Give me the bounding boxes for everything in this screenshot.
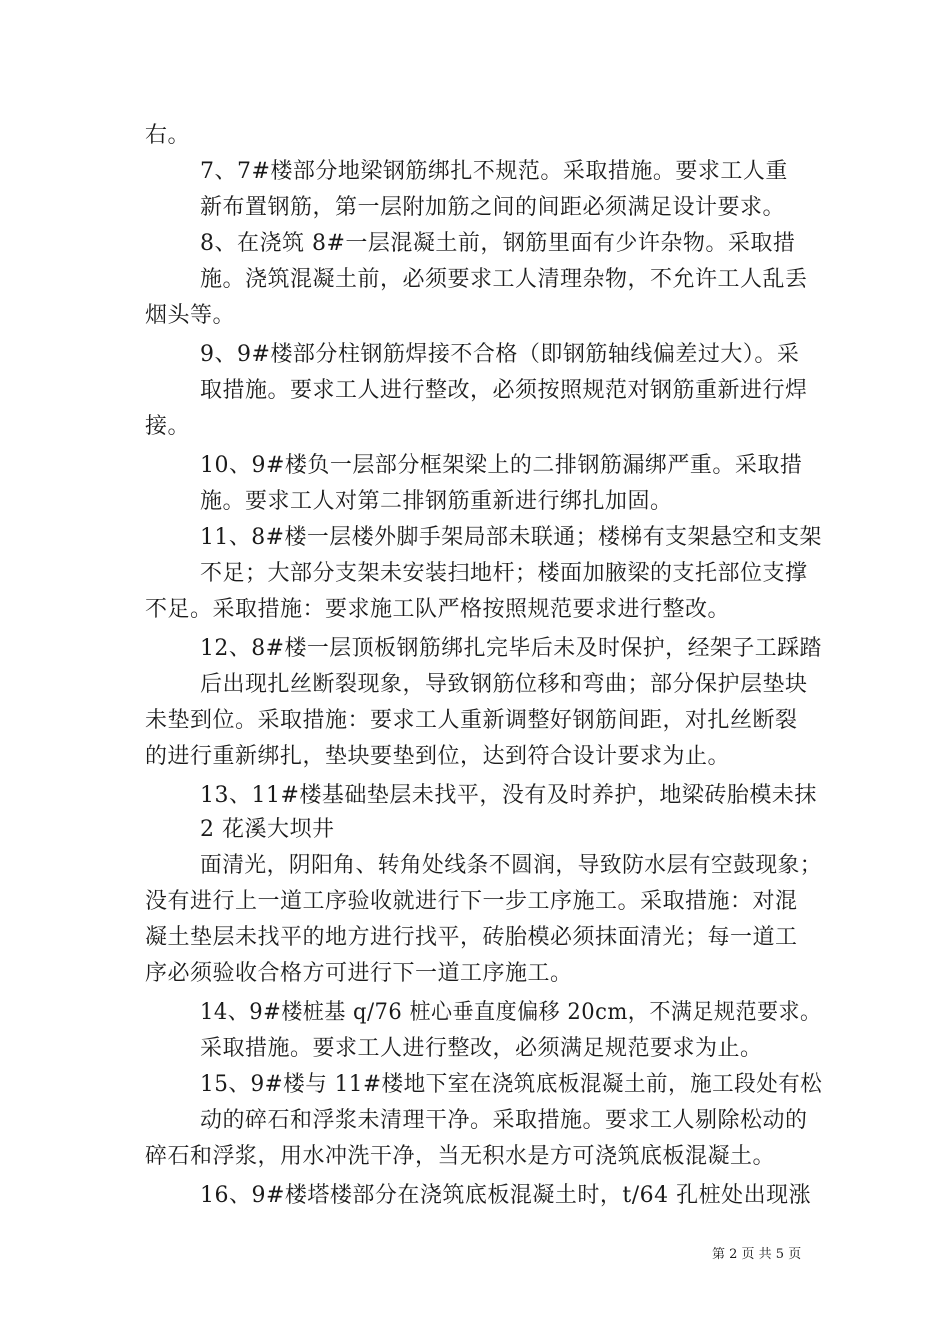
text-line: 凝土垫层未找平的地方进行找平，砖胎模必须抹面清光；每一道工 <box>145 925 798 950</box>
text-line: 后出现扎丝断裂现象，导致钢筋位移和弯曲；部分保护层垫块 <box>200 672 808 697</box>
text-line: 2 花溪大坝井 <box>200 817 335 842</box>
text-line: 13、11#楼基础垫层未找平，没有及时养护，地梁砖胎模未抹 <box>200 783 817 808</box>
text-line: 14、9#楼桩基 q/76 桩心垂直度偏移 20cm，不满足规范要求。 <box>200 1000 822 1025</box>
text-line: 施。要求工人对第二排钢筋重新进行绑扎加固。 <box>200 489 673 514</box>
text-line: 不足。采取措施：要求施工队严格按照规范要求进行整改。 <box>145 597 731 622</box>
text-line: 取措施。要求工人进行整改，必须按照规范对钢筋重新进行焊 <box>200 378 808 403</box>
text-line: 15、9#楼与 11#楼地下室在浇筑底板混凝土前，施工段处有松 <box>200 1072 823 1097</box>
text-line: 12、8#楼一层顶板钢筋绑扎完毕后未及时保护，经架子工踩踏 <box>200 636 822 661</box>
text-line: 10、9#楼负一层部分框架梁上的二排钢筋漏绑严重。采取措 <box>200 453 803 478</box>
text-line: 11、8#楼一层楼外脚手架局部未联通；楼梯有支架悬空和支架 <box>200 525 822 550</box>
text-line: 没有进行上一道工序验收就进行下一步工序施工。采取措施：对混 <box>145 889 798 914</box>
text-line: 施。浇筑混凝土前，必须要求工人清理杂物，不允许工人乱丢 <box>200 267 808 292</box>
text-line: 序必须验收合格方可进行下一道工序施工。 <box>145 961 573 986</box>
text-line: 采取措施。要求工人进行整改，必须满足规范要求为止。 <box>200 1036 763 1061</box>
text-line: 未垫到位。采取措施：要求工人重新调整好钢筋间距，对扎丝断裂 <box>145 708 798 733</box>
text-line: 的进行重新绑扎，垫块要垫到位，达到符合设计要求为止。 <box>145 744 731 769</box>
text-line: 新布置钢筋，第一层附加筋之间的间距必须满足设计要求。 <box>200 195 786 220</box>
text-line: 7、7#楼部分地梁钢筋绑扎不规范。采取措施。要求工人重 <box>200 159 788 184</box>
text-line: 9、9#楼部分柱钢筋焊接不合格（即钢筋轴线偏差过大）。采 <box>200 342 800 367</box>
text-line: 右。 <box>145 123 191 148</box>
text-line: 烟头等。 <box>145 303 236 328</box>
text-line: 动的碎石和浮浆未清理干净。采取措施。要求工人剔除松动的 <box>200 1108 808 1133</box>
page-footer: 第 2 页 共 5 页 <box>712 1247 802 1262</box>
text-line: 碎石和浮浆，用水冲洗干净，当无积水是方可浇筑底板混凝土。 <box>145 1144 776 1169</box>
text-line: 16、9#楼塔楼部分在浇筑底板混凝土时，t/64 孔桩处出现涨 <box>200 1183 812 1208</box>
text-line: 8、在浇筑 8#一层混凝土前，钢筋里面有少许杂物。采取措 <box>200 231 796 256</box>
text-line: 面清光，阴阳角、转角处线条不圆润，导致防水层有空鼓现象； <box>200 853 823 878</box>
text-line: 不足；大部分支架未安装扫地杆；楼面加腋梁的支托部位支撑 <box>200 561 808 586</box>
text-line: 接。 <box>145 414 191 439</box>
